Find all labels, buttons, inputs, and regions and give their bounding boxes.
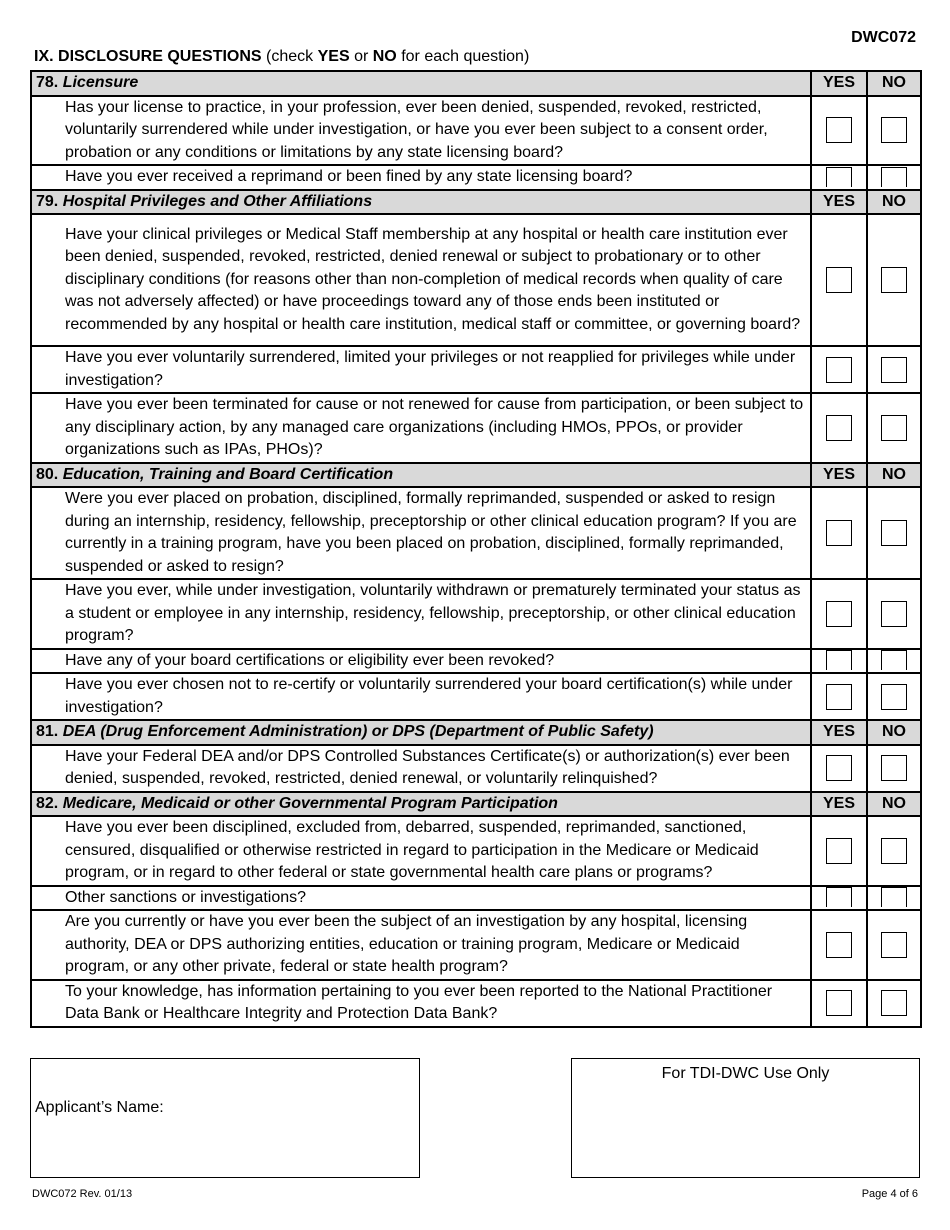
yes-checkbox[interactable] [826,887,852,907]
yes-checkbox[interactable] [826,117,852,143]
no-checkbox[interactable] [881,267,907,293]
section-title-post: for each question) [396,48,530,65]
no-word: NO [372,48,397,65]
yes-column-header: YES [811,720,867,745]
no-checkbox[interactable] [881,932,907,958]
question-row [31,165,921,190]
form-id: DWC072 [851,29,916,46]
section-number: 82. [36,794,59,812]
yes-checkbox[interactable] [826,601,852,627]
no-cell [867,910,921,980]
section-header [31,792,811,817]
question-text: Are you currently or have you ever been the subject of an investigation by any hospital, licensing authority, DEA or DPS authorizing entities, education or training program, Medicare or Medicaid program, or any other private, federal or state health program? [31,910,811,980]
no-cell [867,487,921,579]
yes-cell [811,346,867,393]
yes-checkbox[interactable] [826,267,852,293]
no-checkbox[interactable] [881,415,907,441]
footer-revision: DWC072 Rev. 01/13 [32,1188,133,1200]
yes-checkbox[interactable] [826,838,852,864]
question-row [31,673,921,720]
section-header-row [31,720,921,745]
no-checkbox[interactable] [881,684,907,710]
section-number: 81. [36,723,59,740]
no-checkbox[interactable] [881,520,907,546]
no-column-header: NO [867,71,921,96]
question-row [31,886,921,911]
no-cell [867,96,921,166]
question-text: Have your clinical privileges or Medical Staff membership at any hospital or health care institution ever been denied, suspended, revoked, restricted, denied renewal or subject to probationary or to other disciplinary conditions (for reasons other than non-completion of medical records when quality of care was not adversely affected) or have proceedings toward any of those ends been instituted or recommended by any hospital or health care institution, medical staff or committee, or governing board? [31,214,811,346]
no-checkbox[interactable] [881,650,907,670]
no-checkbox[interactable] [881,755,907,781]
section-header [31,190,811,215]
question-row [31,579,921,649]
no-cell [867,165,921,190]
section-header-row [31,792,921,817]
no-checkbox[interactable] [881,357,907,383]
question-text: Have you ever, while under investigation, voluntarily withdrawn or prematurely terminated your status as a student or employee in any internship, residency, fellowship, preceptorship, or other clinical education program? [31,579,811,649]
yes-cell [811,886,867,911]
question-text: To your knowledge, has information pertaining to you ever been reported to the National Practitioner Data Bank or Healthcare Integrity and Protection Data Bank? [31,980,811,1027]
yes-checkbox[interactable] [826,357,852,383]
question-text: Were you ever placed on probation, disciplined, formally reprimanded, suspended or asked to resign during an internship, residency, fellowship, preceptorship or other clinical education program? If you are currently in a training program, have you been placed on probation, disciplined, formally reprimanded, suspended or asked to resign? [31,487,811,579]
or-word: or [349,48,373,65]
yes-word: YES [317,48,350,65]
no-cell [867,214,921,346]
question-row [31,745,921,792]
yes-cell [811,910,867,980]
question-text: Has your license to practice, in your profession, ever been denied, suspended, revoked, restricted, voluntarily surrendered while under investigation, or have you ever been subject to a consent order, probation or any conditions or limitations by any state licensing board? [31,96,811,166]
section-number: 80. [36,465,59,483]
question-row [31,910,921,980]
yes-cell [811,214,867,346]
question-text: Have you ever received a reprimand or been fined by any state licensing board? [31,165,811,190]
no-cell [867,649,921,674]
applicant-name-box[interactable] [30,1058,420,1178]
no-cell [867,745,921,792]
no-checkbox[interactable] [881,990,907,1016]
question-row [31,214,921,346]
no-checkbox[interactable] [881,601,907,627]
question-text: Have any of your board certifications or eligibility ever been revoked? [31,649,811,674]
footer-page-number: Page 4 of 6 [861,1188,918,1200]
section-number: 78. [36,74,59,91]
no-cell [867,393,921,463]
yes-column-header: YES [811,463,867,488]
yes-column-header: YES [811,71,867,96]
no-checkbox[interactable] [881,887,907,907]
yes-checkbox[interactable] [826,520,852,546]
yes-checkbox[interactable] [826,167,852,187]
office-use-label: For TDI-DWC Use Only [661,1065,830,1082]
no-checkbox[interactable] [881,838,907,864]
yes-cell [811,649,867,674]
office-use-box [571,1058,920,1178]
section-title-text: Licensure [62,74,139,91]
section-title-pre: (check [261,48,318,65]
no-column-header: NO [867,720,921,745]
question-text: Have you ever been disciplined, excluded from, debarred, suspended, reprimanded, sanctioned, censured, disqualified or otherwise restricted in regard to participation in the Medicare or Medicaid program, or in regard to other federal or state governmental health care plans or programs? [31,816,811,886]
question-row [31,96,921,166]
applicant-name-label: Applicant’s Name: [35,1099,164,1116]
no-checkbox[interactable] [881,117,907,143]
section-header [31,71,811,96]
disclosure-questions-table [30,70,922,1028]
yes-cell [811,980,867,1027]
no-cell [867,980,921,1027]
yes-cell [811,579,867,649]
yes-column-header: YES [811,792,867,817]
question-row [31,393,921,463]
yes-cell [811,165,867,190]
question-text: Have you ever been terminated for cause or not renewed for cause from participation, or been subject to any disciplinary action, by any managed care organizations (including HMOs, PPOs, or provider organizations such as IPAs, PHOs)? [31,393,811,463]
section-title-text: Hospital Privileges and Other Affiliations [62,192,373,210]
yes-cell [811,487,867,579]
section-number: 79. [36,192,59,210]
yes-cell [811,745,867,792]
yes-checkbox[interactable] [826,415,852,441]
section-header-row [31,190,921,215]
yes-checkbox[interactable] [826,932,852,958]
question-row [31,816,921,886]
section-title-text: Education, Training and Board Certification [62,465,394,483]
section-header [31,463,811,488]
no-cell [867,346,921,393]
section-header [31,720,811,745]
question-text: Have your Federal DEA and/or DPS Controlled Substances Certificate(s) or authorization(s) ever been denied, suspended, revoked, restricted, denied renewal, or voluntarily relinquished? [31,745,811,792]
question-text: Have you ever voluntarily surrendered, limited your privileges or not reapplied for privileges while under investigation? [31,346,811,393]
section-title-text: Medicare, Medicaid or other Governmental Program Participation [62,794,558,812]
no-checkbox[interactable] [881,167,907,187]
yes-checkbox[interactable] [826,990,852,1016]
yes-checkbox[interactable] [826,755,852,781]
section-title [34,48,529,66]
yes-cell [811,816,867,886]
question-row [31,487,921,579]
question-row [31,649,921,674]
no-column-header: NO [867,792,921,817]
yes-checkbox[interactable] [826,650,852,670]
question-row [31,980,921,1027]
question-row [31,346,921,393]
section-title-bold: IX. DISCLOSURE QUESTIONS [34,48,262,65]
no-cell [867,816,921,886]
section-title-text: DEA (Drug Enforcement Administration) or DPS (Department of Public Safety) [62,723,654,740]
yes-cell [811,673,867,720]
no-column-header: NO [867,190,921,215]
section-header-row [31,463,921,488]
question-text: Other sanctions or investigations? [31,886,811,911]
question-text: Have you ever chosen not to re-certify or voluntarily surrendered your board certification(s) while under investigation? [31,673,811,720]
yes-checkbox[interactable] [826,684,852,710]
yes-cell [811,96,867,166]
no-cell [867,579,921,649]
yes-cell [811,393,867,463]
no-cell [867,673,921,720]
section-header-row [31,71,921,96]
no-cell [867,886,921,911]
yes-column-header: YES [811,190,867,215]
no-column-header: NO [867,463,921,488]
